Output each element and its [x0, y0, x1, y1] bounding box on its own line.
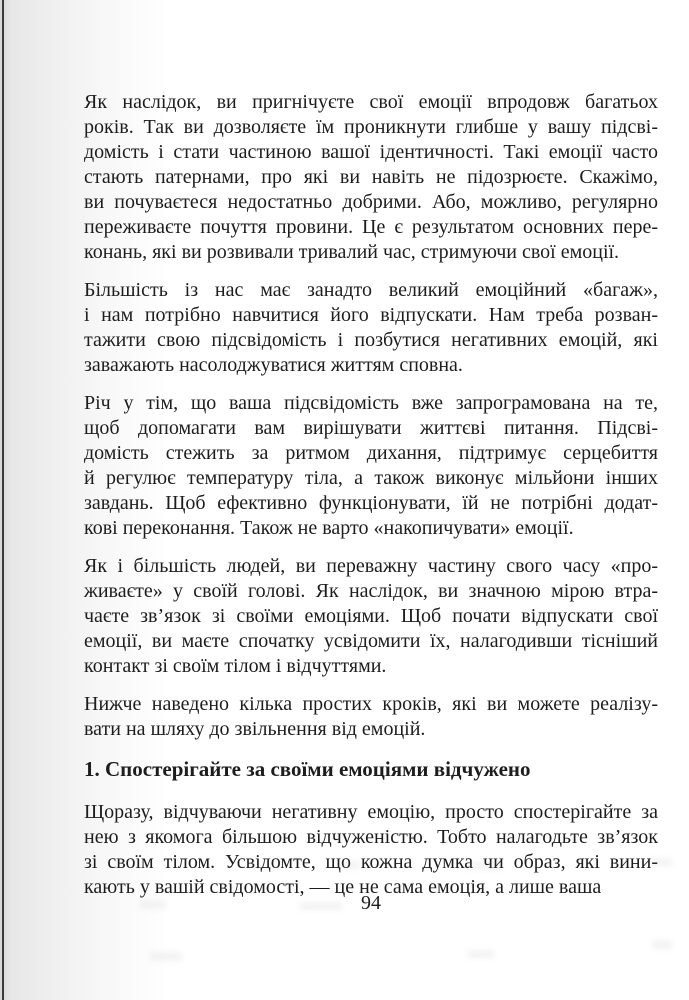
bleed-through-artifact: [150, 952, 182, 961]
paragraph: [84, 278, 658, 378]
paragraph: [84, 800, 658, 900]
text-line: років. Так ви дозволяєте їм проникнути глибше у вашу підсві-: [84, 116, 658, 138]
text-line: емоції, ви маєте спочатку усвідомити їх, налагодивши тісніший: [84, 630, 658, 652]
text-line: Щоразу, відчуваючи негативну емоцію, просто спостерігайте за: [84, 801, 658, 823]
bleed-through-artifact: [652, 940, 672, 949]
text-line: і нам потрібно навчитися його відпускати. Нам треба розван-: [84, 304, 658, 326]
text-line: кові переконання. Також не варто «накопичувати» емоції.: [84, 517, 574, 539]
text-line: чаєте зв’язок зі своїми емоціями. Щоб почати відпускати свої: [84, 605, 658, 627]
paragraph: [84, 90, 658, 265]
text-line: вати на шляху до звільнення від емоцій.: [84, 718, 426, 740]
bleed-through-artifact: [300, 902, 342, 910]
text-line: контакт зі своїм тілом і відчуттями.: [84, 655, 387, 677]
text-block: [84, 90, 658, 913]
text-line: Більшість із нас має занадто великий емоційний «багаж»,: [84, 279, 658, 301]
bleed-through-artifact: [650, 858, 672, 866]
text-line: кають у вашій свідомості, — це не сама емоція, а лише ваша: [84, 876, 602, 898]
text-line: тажити свою підсвідомість і позбутися негативних емоцій, які: [84, 329, 658, 351]
section-heading: 1. Спостерігайте за своїми емоціями відчужено: [84, 757, 531, 781]
text-line: Нижче наведено кілька простих кроків, які ви можете реалізу-: [84, 693, 658, 715]
bleed-through-artifact: [468, 950, 494, 958]
text-line: домість стежить за ритмом дихання, підтримує серцебиття: [84, 442, 658, 464]
text-line: зі своїм тілом. Усвідомте, що кожна думка чи образ, які вини-: [84, 851, 658, 873]
paragraph: [84, 391, 658, 541]
text-line: й регулює температуру тіла, а також виконує мільйони інших: [84, 467, 658, 489]
paragraph: [84, 692, 658, 742]
text-line: домість і стати частиною вашої ідентичності. Такі емоції часто: [84, 141, 658, 163]
bleed-through-artifact: [140, 900, 166, 909]
text-line: живаєте» у своїй голові. Як наслідок, ви значною мірою втра-: [84, 580, 658, 602]
text-line: ви почуваєтеся недостатньо добрими. Або, можливо, регулярно: [84, 191, 658, 213]
paragraph: [84, 554, 658, 679]
text-line: завдань. Щоб ефективно функціонувати, їй не потрібні додат-: [84, 492, 658, 514]
text-line: переживаєте почуття провини. Це є результатом основних пере-: [84, 216, 658, 238]
text-line: щоб допомагати вам вирішувати життєві питання. Підсві-: [84, 417, 658, 439]
text-line: Як наслідок, ви пригнічуєте свої емоції впродовж багатьох: [84, 91, 658, 113]
bleed-through-artifact: [468, 862, 502, 870]
text-line: Річ у тім, що ваша підсвідомість вже запрограмована на те,: [84, 392, 658, 414]
page-edge-line: [2, 0, 4, 1000]
text-line: Як і більшість людей, ви переважну частину свого часу «про-: [84, 555, 658, 577]
page-number: 94: [361, 892, 381, 914]
text-line: конань, які ви розвивали тривалий час, стримуючи свої емоції.: [84, 241, 620, 263]
text-line: нею з якомога більшою відчуженістю. Тобто налагодьте зв’язок: [84, 826, 658, 848]
text-line: заважають насолоджуватися життям сповна.: [84, 354, 463, 376]
text-line: стають патернами, про які ви навіть не підозрюєте. Скажімо,: [84, 166, 658, 188]
bleed-through-artifact: [340, 861, 360, 869]
